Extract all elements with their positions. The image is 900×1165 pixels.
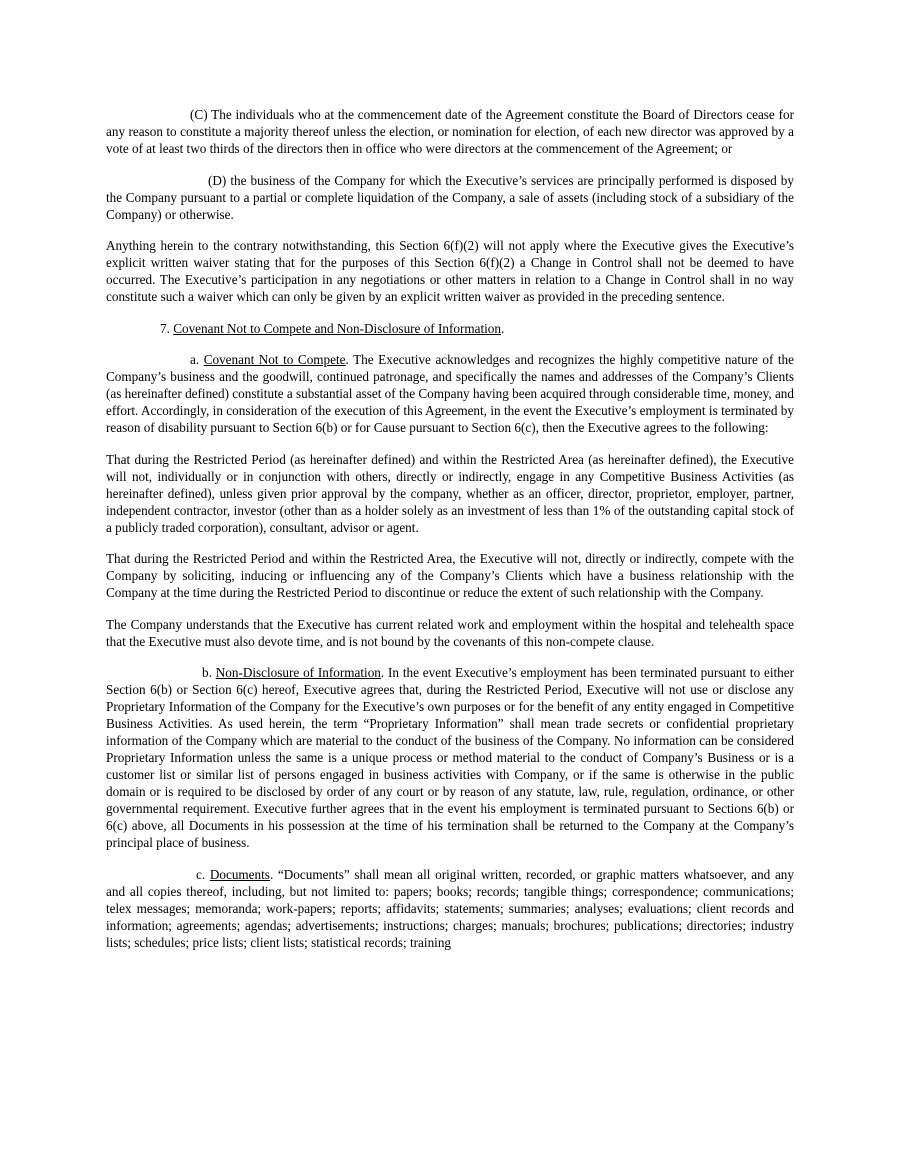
paragraph-c-title: Documents <box>209 866 270 882</box>
paragraph-restricted-1: That during the Restricted Period (as hereinafter defined) and within the Restricted Area (as hereinafter defined), the Executive will not, individually or in conjunction with others, directly or indirectly, engage in any Competitive Business Activities (as hereinafter defined), unless given prior approval by the company, whether as an officer, director, proprietor, employer, partner, independent contractor, investor (other than as a holder solely as an investment of less than 1% of the outstanding capital stock of a publicly traded corporation), consultant, advisor or agent. <box>106 451 794 535</box>
section-7-period: . <box>500 320 505 336</box>
document-page <box>106 106 794 951</box>
paragraph-a-label: a. <box>190 352 200 367</box>
paragraph-a-text: . The Executive acknowledges and recognizes the highly competitive nature of the Company’s business and the goodwill, continued patronage, and specifically the names and addresses of the Company’s Clients (as hereinafter defined) constitute a substantial asset of the Company having been acquired through considerable time, money, and effort. Accordingly, in consideration of the execution of this Agreement, in the event the Executive’s employment is terminated by reason of disability pursuant to Section 6(b) or for Cause pursuant to Section 6(c), then the Executive agrees to the following: <box>106 352 795 435</box>
paragraph-c-documents <box>106 866 794 951</box>
section-7-number: 7. <box>160 320 170 336</box>
paragraph-b-title: Non-Disclosure of Information <box>215 665 381 680</box>
paragraph-restricted-2: That during the Restricted Period and within the Restricted Area, the Executive will not, directly or indirectly, compete with the Company by soliciting, inducing or influencing any of the Company’s Clients which have a business relationship with the Company at the time during the Restricted Period to discontinue or reduce the extent of such relationship with the Company. <box>106 551 794 600</box>
paragraph-b-label: b. <box>202 665 212 680</box>
paragraph-b-text: . In the event Executive’s employment has been terminated pursuant to either Section 6(b) or Section 6(c) hereof, Executive agrees that, during the Restricted Period, Executive will not use or disclose any Proprietary Information of the Company for the Executive’s own purposes or for the benefit of any entity engaged in Competitive Business Activities. As used herein, the term “Proprietary Information” shall mean trade secrets or confidential proprietary information of the Company which are material to the conduct of the business of the Company. No information can be considered Proprietary Information unless the same is a unique process or method material to the conduct of Company’s Business or is a customer list or similar list of persons engaged in business activities with Company, or if the same is otherwise in the public domain or is required to be disclosed by order of any court or by reason of any statute, law, rule, regulation, ordinance, or other governmental requirement. Executive further agrees that in the event his employment is terminated pursuant to Sections 6(b) or 6(c) above, all Documents in his possession at the time of his termination shall be returned to the Company at the Company’s principal place of business. <box>106 665 795 850</box>
paragraph-c: (C) The individuals who at the commencement date of the Agreement constitute the Board of Directors cease for any reason to constitute a majority thereof unless the election, or nomination for election, of each new director was approved by a vote of at least two thirds of the directors then in office who were directors at the commencement of the Agreement; or <box>106 107 794 156</box>
paragraph-understands: The Company understands that the Executive has current related work and employment within the hospital and telehealth space that the Executive must also devote time, and is not bound by the covenants of this non-compete clause. <box>106 616 794 649</box>
paragraph-a-title: Covenant Not to Compete <box>203 352 346 367</box>
section-7-heading <box>106 320 794 337</box>
paragraph-d: (D) the business of the Company for which the Executive’s services are principally performed is disposed by the Company pursuant to a partial or complete liquidation of the Company, a sale of assets (including stock of a subsidiary of the Company) or otherwise. <box>106 172 794 222</box>
paragraph-a <box>106 351 794 436</box>
paragraph-c-label: c. <box>196 866 206 882</box>
paragraph-c-text: . “Documents” shall mean all original written, recorded, or graphic matters whatsoever, and any and all copies thereof, including, but not limited to: papers; books; records; tangible things; correspondence; communications; telex messages; memoranda; work-papers; reports; affidavits; statements; summaries; analyses; evaluations; client records and information; agreements; agendas; advertisements; instructions; charges; manuals; brochures; publications; directories; industry lists; schedules; price lists; client lists; statistical records; training <box>106 866 794 950</box>
paragraph-waiver: Anything herein to the contrary notwithstanding, this Section 6(f)(2) will not apply where the Executive gives the Executive’s explicit written waiver stating that for the purposes of this Section 6(f)(2) a Change in Control shall not be deemed to have occurred. The Executive’s participation in any negotiations or other matters in relation to a Change in Control shall in no way constitute such a waiver which can only be given by an explicit written waiver as provided in the preceding sentence. <box>106 238 794 304</box>
paragraph-b <box>106 664 794 851</box>
section-7-title: Covenant Not to Compete and Non-Disclosure of Information <box>173 320 501 336</box>
